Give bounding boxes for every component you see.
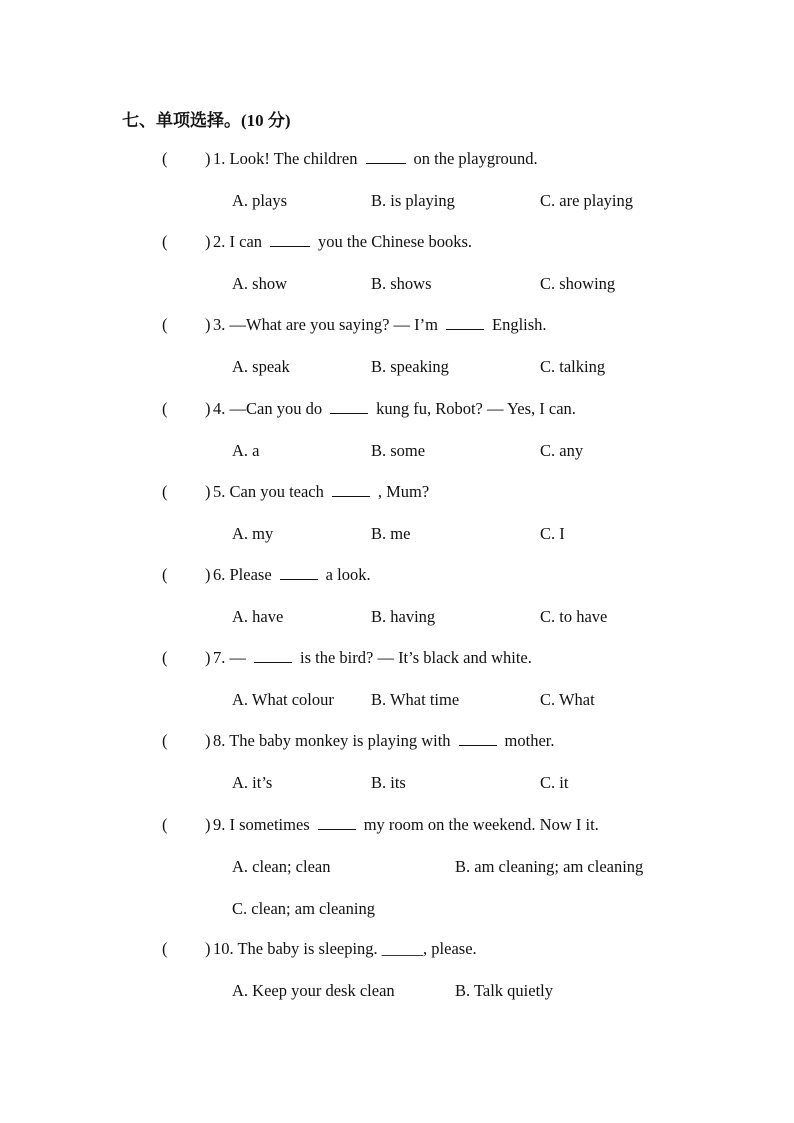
answer-paren-open: ( [162, 815, 168, 834]
question-stem-end: on the playground. [413, 149, 538, 168]
answer-blank [280, 565, 318, 580]
answer-paren-open: ( [162, 149, 168, 168]
question-stem: 5. Can you teach [213, 482, 324, 501]
answer-paren-open: ( [162, 565, 168, 584]
option-b[interactable]: B. speaking [371, 357, 449, 376]
question-text [213, 397, 576, 421]
question-stem: 2. I can [213, 232, 263, 251]
question-2 [0, 230, 794, 254]
question-9 [0, 813, 794, 837]
option-a[interactable]: A. What colour [232, 690, 334, 709]
option-c[interactable]: C. clean; am cleaning [232, 899, 375, 918]
answer-paren-close: ) [205, 731, 211, 750]
answer-paren-open: ( [162, 731, 168, 750]
answer-blank [459, 731, 497, 746]
question-text [213, 813, 599, 837]
option-c[interactable]: C. to have [540, 607, 608, 626]
question-text [213, 729, 555, 753]
option-a[interactable]: A. it’s [232, 773, 273, 792]
option-b[interactable]: B. its [371, 773, 406, 792]
question-stem: 9. I sometimes [213, 815, 310, 834]
answer-paren-close: ) [205, 315, 211, 334]
option-b[interactable]: B. am cleaning; am cleaning [455, 857, 644, 876]
question-6 [0, 563, 794, 587]
answer-paren-open: ( [162, 232, 168, 251]
question-stem-end: mother. [504, 731, 555, 750]
question-stem: 7. — [213, 648, 246, 667]
option-a[interactable]: A. my [232, 524, 274, 543]
option-b[interactable]: B. shows [371, 274, 432, 293]
answer-paren-close: ) [205, 648, 211, 667]
answer-paren-close: ) [205, 939, 211, 958]
option-b[interactable]: B. is playing [371, 191, 455, 210]
option-a[interactable]: A. speak [232, 357, 290, 376]
question-stem: 1. Look! The children [213, 149, 358, 168]
option-a[interactable]: A. clean; clean [232, 857, 331, 876]
answer-paren-open: ( [162, 648, 168, 667]
question-text [213, 480, 429, 504]
option-c[interactable]: C. talking [540, 357, 606, 376]
answer-paren-open: ( [162, 482, 168, 501]
question-stem-end: English. [491, 315, 547, 334]
answer-paren-close: ) [205, 149, 211, 168]
answer-paren-open: ( [162, 939, 168, 958]
answer-blank [318, 815, 356, 830]
option-a[interactable]: A. a [232, 441, 260, 460]
question-stem-end: _____, please. [381, 939, 477, 958]
question-8 [0, 729, 794, 753]
question-stem: 8. The baby monkey is playing with [213, 731, 451, 750]
question-text [213, 230, 472, 254]
answer-blank [332, 482, 370, 497]
answer-blank [446, 315, 484, 330]
question-stem-end: my room on the weekend. Now I it. [363, 815, 599, 834]
option-b[interactable]: B. some [371, 441, 426, 460]
section-title-text: 七、单项选择。 [122, 111, 241, 131]
question-stem-end: , Mum? [377, 482, 430, 501]
question-3 [0, 313, 794, 337]
question-stem-end: kung fu, Robot? — Yes, I can. [376, 399, 576, 418]
option-a[interactable]: A. plays [232, 191, 287, 210]
option-c[interactable]: C. What [540, 690, 595, 709]
answer-paren-close: ) [205, 482, 211, 501]
option-c[interactable]: C. any [540, 441, 584, 460]
option-a[interactable]: A. show [232, 274, 288, 293]
question-text [213, 937, 477, 961]
question-4 [0, 397, 794, 421]
question-text [213, 313, 547, 337]
option-b[interactable]: B. Talk quietly [455, 981, 553, 1000]
question-stem: 4. —Can you do [213, 399, 323, 418]
answer-paren-close: ) [205, 232, 211, 251]
question-stem-end: is the bird? — It’s black and white. [300, 648, 532, 667]
question-stem-end: you the Chinese books. [318, 232, 473, 251]
question-stem: 10. The baby is sleeping. [213, 939, 378, 958]
option-c[interactable]: C. showing [540, 274, 616, 293]
option-b[interactable]: B. me [371, 524, 411, 543]
answer-blank [330, 399, 368, 414]
option-c[interactable]: C. it [540, 773, 569, 792]
answer-blank [270, 232, 310, 247]
question-1 [0, 147, 794, 171]
question-text [213, 147, 538, 171]
question-stem-end: a look. [325, 565, 371, 584]
option-c[interactable]: C. are playing [540, 191, 634, 210]
question-5 [0, 480, 794, 504]
question-stem: 3. —What are you saying? — I’m [213, 315, 438, 334]
answer-paren-close: ) [205, 399, 211, 418]
option-b[interactable]: B. What time [371, 690, 460, 709]
option-a[interactable]: A. Keep your desk clean [232, 981, 395, 1000]
answer-paren-open: ( [162, 399, 168, 418]
section-title [122, 106, 291, 131]
answer-paren-close: ) [205, 815, 211, 834]
option-b[interactable]: B. having [371, 607, 436, 626]
question-10 [0, 937, 794, 961]
option-c[interactable]: C. I [540, 524, 565, 543]
section-score: (10 分) [241, 111, 291, 130]
question-stem: 6. Please [213, 565, 272, 584]
answer-blank [254, 648, 292, 663]
option-a[interactable]: A. have [232, 607, 284, 626]
answer-paren-close: ) [205, 565, 211, 584]
answer-blank [366, 149, 406, 164]
answer-paren-open: ( [162, 315, 168, 334]
question-text [213, 646, 532, 670]
question-text [213, 563, 371, 587]
question-7 [0, 646, 794, 670]
